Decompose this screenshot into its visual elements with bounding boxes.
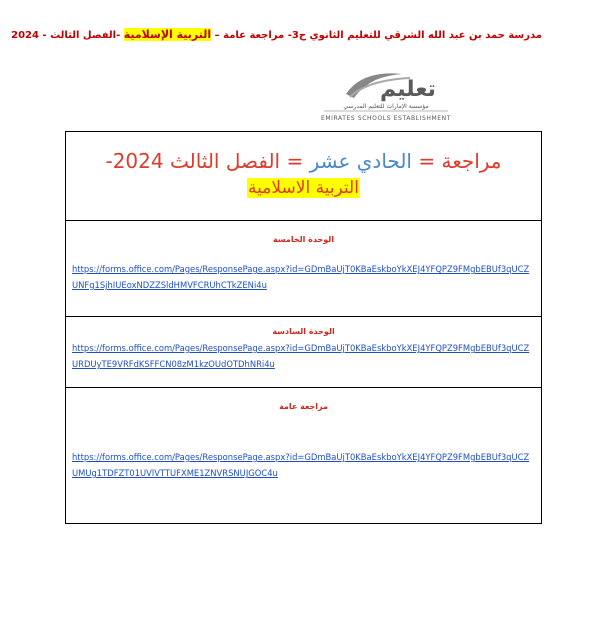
unit-cell bbox=[66, 317, 542, 388]
ese-logo bbox=[304, 64, 462, 126]
unit-label: الوحدة الخامسة bbox=[272, 235, 335, 244]
review-title bbox=[72, 148, 535, 174]
title-cell bbox=[66, 132, 542, 221]
logo-subtitle-ar: مؤسسة الإمارات للتعليم المدرسي bbox=[343, 103, 429, 110]
unit-label: مراجعة عامة bbox=[279, 402, 328, 411]
header-school-text: مدرسة حمد بن عبد الله الشرقي للتعليم الثانوي ح3- مراجعة عامة – bbox=[211, 30, 542, 41]
unit-cell bbox=[66, 221, 542, 317]
title-eq-1: = bbox=[411, 149, 442, 173]
table-row bbox=[66, 221, 542, 317]
title-term: الفصل الثالث bbox=[169, 149, 281, 173]
logo-wordmark: تعليم bbox=[380, 77, 436, 102]
title-eq-2: = bbox=[280, 149, 310, 173]
header-term-text: -الفصل الثالث - 2024 bbox=[11, 30, 124, 41]
header-subject-highlight: التربية الإسلامية bbox=[123, 28, 212, 41]
review-table bbox=[65, 131, 542, 524]
unit-cell bbox=[66, 388, 542, 524]
title-review: مراجعة bbox=[441, 149, 502, 173]
unit-5-form-link[interactable]: https://forms.office.com/Pages/ResponsePage.aspx?id=GDmBaUjT0KBaEskboYkXEJ4YFQPZ9FMgbEBUf3qUCZUNFg1SjhIUEoxNDZZSldHMVFCRUhCTkZENi4u bbox=[72, 264, 530, 290]
table-row bbox=[66, 388, 542, 524]
table-row bbox=[66, 317, 542, 388]
logo-subtitle-en: EMIRATES SCHOOLS ESTABLISHMENT bbox=[320, 115, 452, 122]
title-row bbox=[66, 132, 542, 221]
title-year: 2024- bbox=[105, 149, 170, 173]
unit-6-form-link[interactable]: https://forms.office.com/Pages/ResponsePage.aspx?id=GDmBaUjT0KBaEskboYkXEJ4YFQPZ9FMgbEBUf3qUCZURDUyTE9VRFdKSFFCN08zM1kzOUdOTDhNRi4u bbox=[72, 343, 530, 369]
subject-highlight: التربية الاسلامية bbox=[248, 178, 359, 198]
general-review-form-link[interactable]: https://forms.office.com/Pages/ResponsePage.aspx?id=GDmBaUjT0KBaEskboYkXEJ4YFQPZ9FMgbEBUf3qUCZUMUg1TDFZT01UVlVTTUFXME1ZNVRSNUJGOC4u bbox=[72, 452, 530, 478]
unit-label: الوحدة السادسة bbox=[272, 327, 335, 336]
title-grade: الحادي عشر bbox=[309, 149, 412, 173]
document-header bbox=[11, 28, 542, 41]
